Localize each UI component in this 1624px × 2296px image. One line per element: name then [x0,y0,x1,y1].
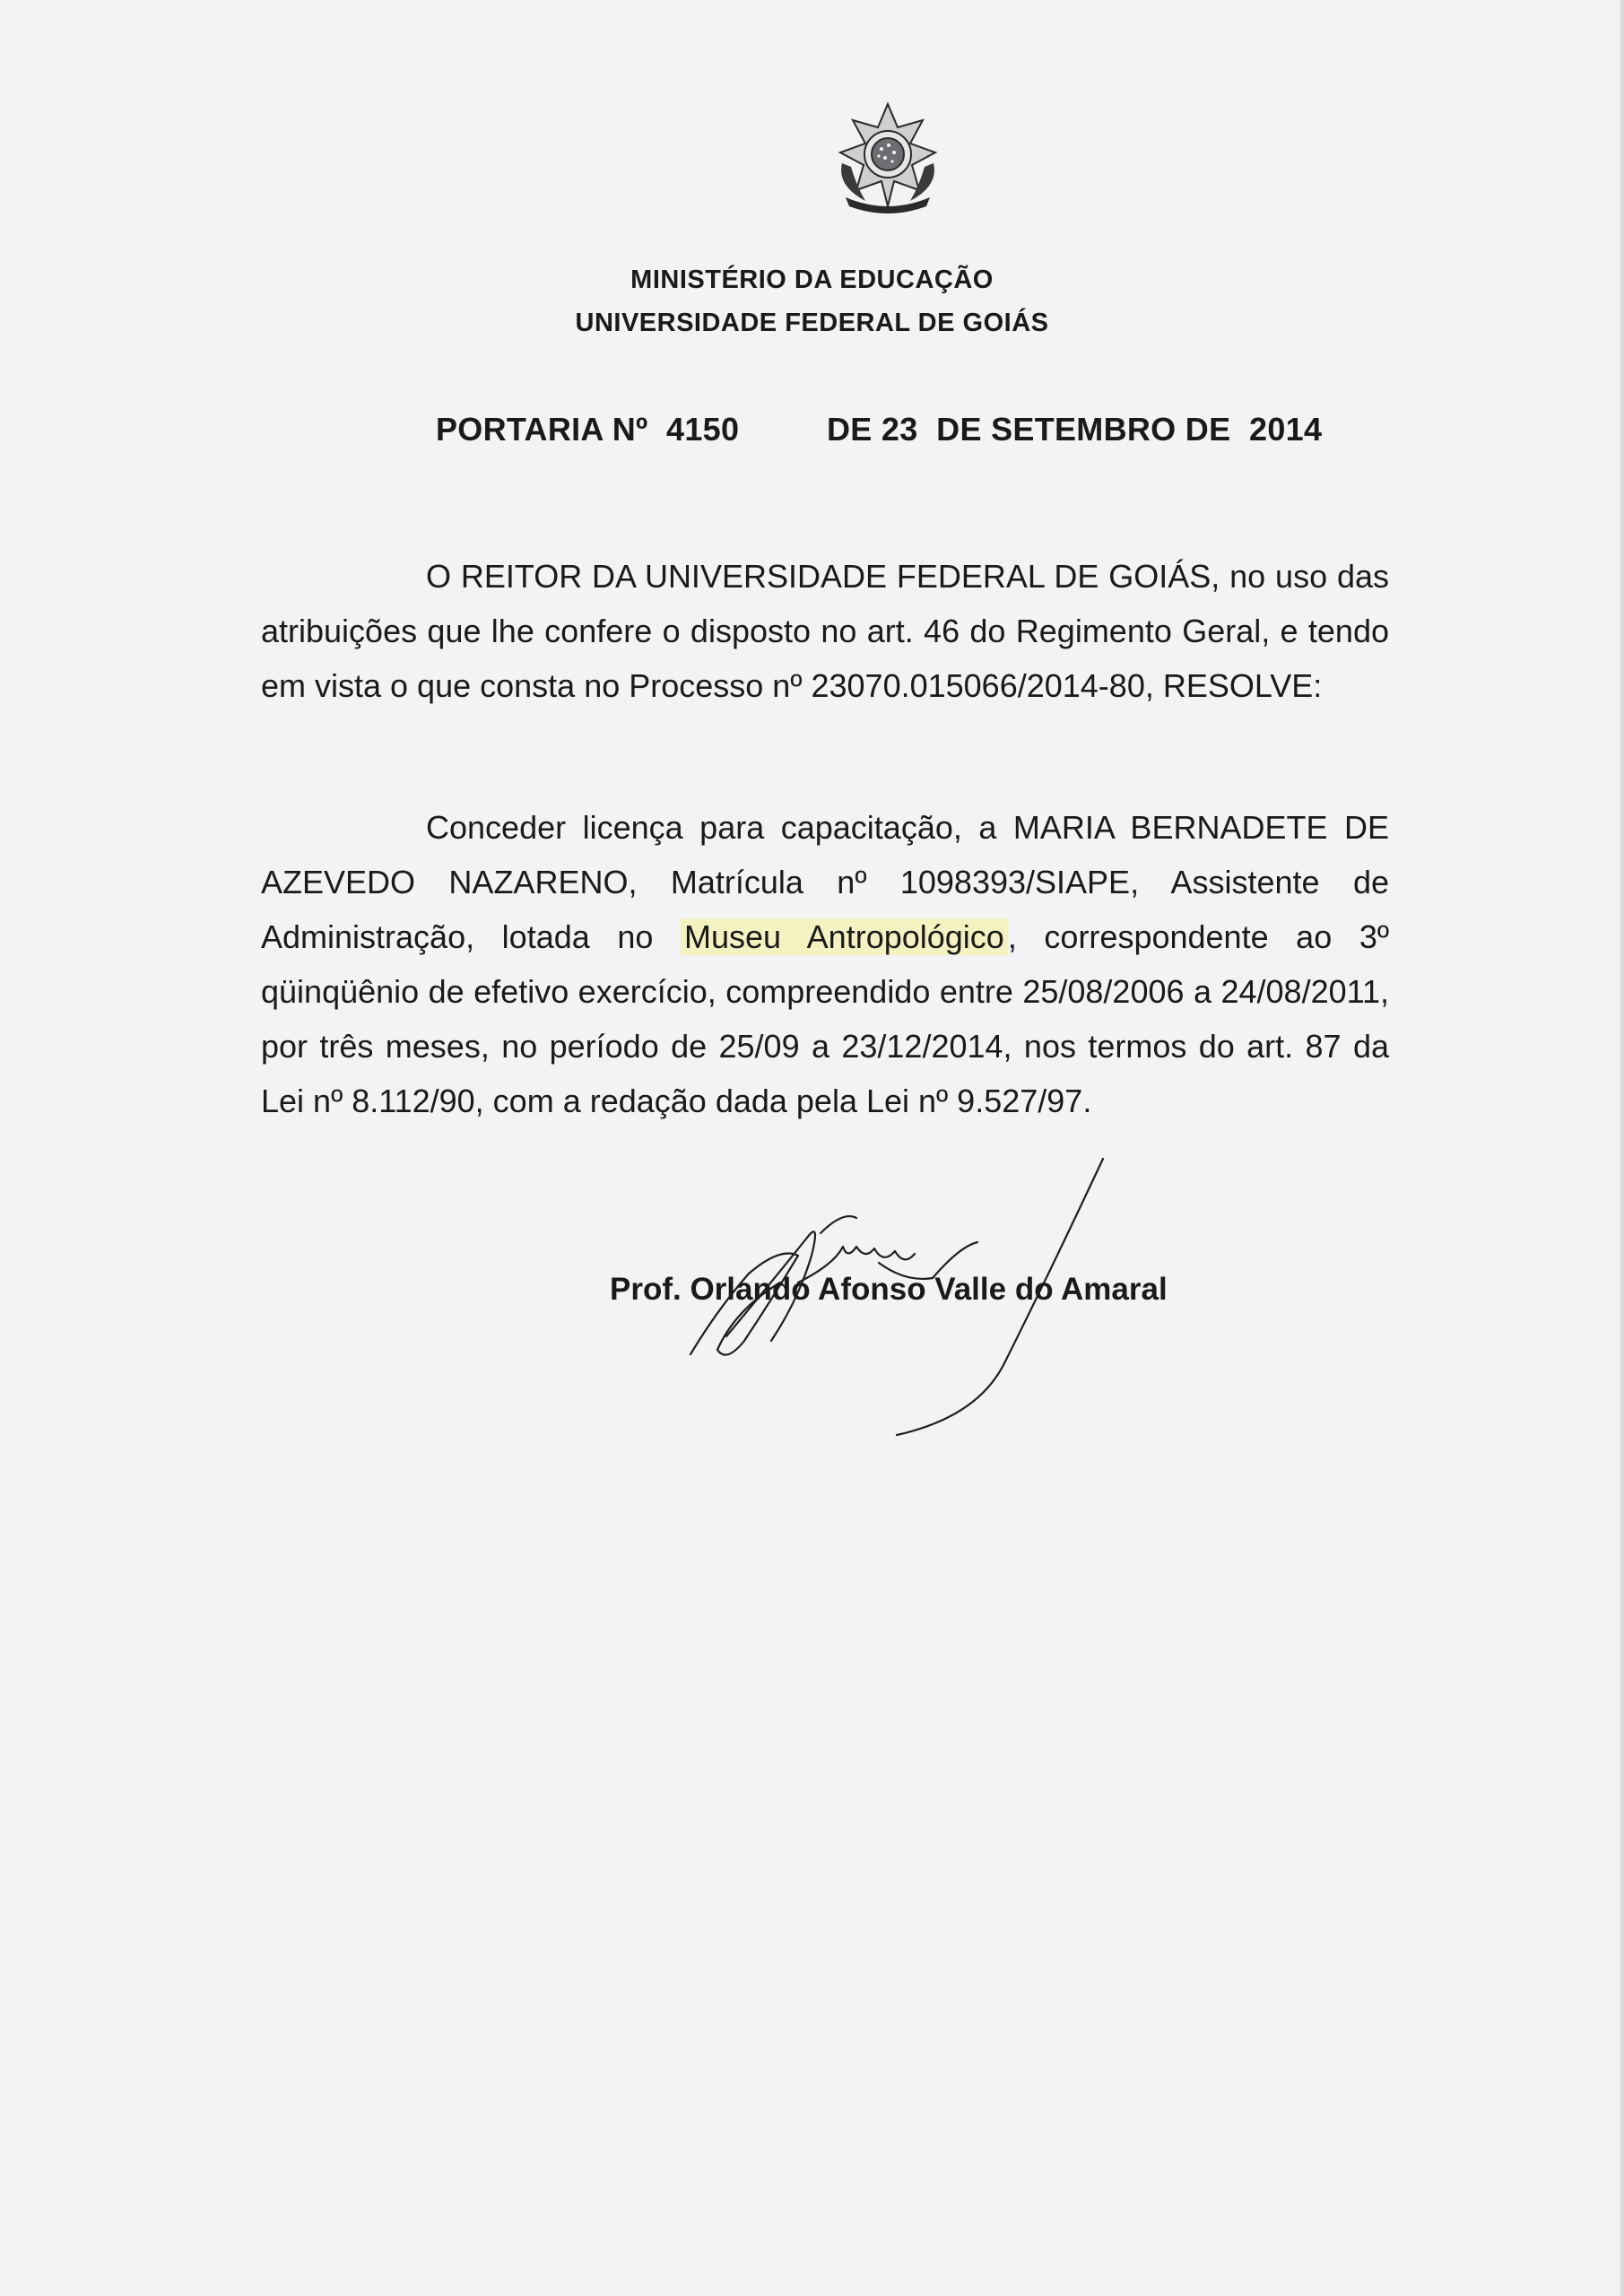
ministry-heading: MINISTÉRIO DA EDUCAÇÃO [630,265,994,294]
signer-name: Prof. Orlando Afonso Valle do Amaral [610,1272,1168,1307]
preamble-paragraph: O REITOR DA UNIVERSIDADE FEDERAL DE GOIÁS, no uso das atribuições que lhe confere o disposto no art. 46 do Regimento Geral, e tendo em vista o que consta no Processo nº 23070.015066/2014-80, RESOLVE: [261,558,1389,704]
resolution-text-start: Conceder licença para capacitação, a MARIA BERNADETE DE AZEVEDO NAZARENO, Matrícula nº 1098393/SIAPE, Assistente de Administração, lotada no [261,809,1389,955]
brazil-coat-of-arms-icon [829,100,946,215]
portaria-number: PORTARIA Nº 4150 [436,411,740,448]
university-heading: UNIVERSIDADE FEDERAL DE GOIÁS [575,309,1049,337]
resolution-text-end: , correspondente ao 3º qüinqüênio de efetivo exercício, compreendido entre 25/08/2006 a 24/08/2011, por três meses, no período de 25/09 a 23/12/2014, nos termos do art. 87 da Lei nº 8.112/90, com a redação dada pela Lei nº 9.527/97. [261,918,1389,1119]
highlighted-unit: Museu Antropológico [681,918,1008,955]
resolution-paragraph [261,800,1389,1128]
portaria-date: DE 23 DE SETEMBRO DE 2014 [827,411,1323,448]
